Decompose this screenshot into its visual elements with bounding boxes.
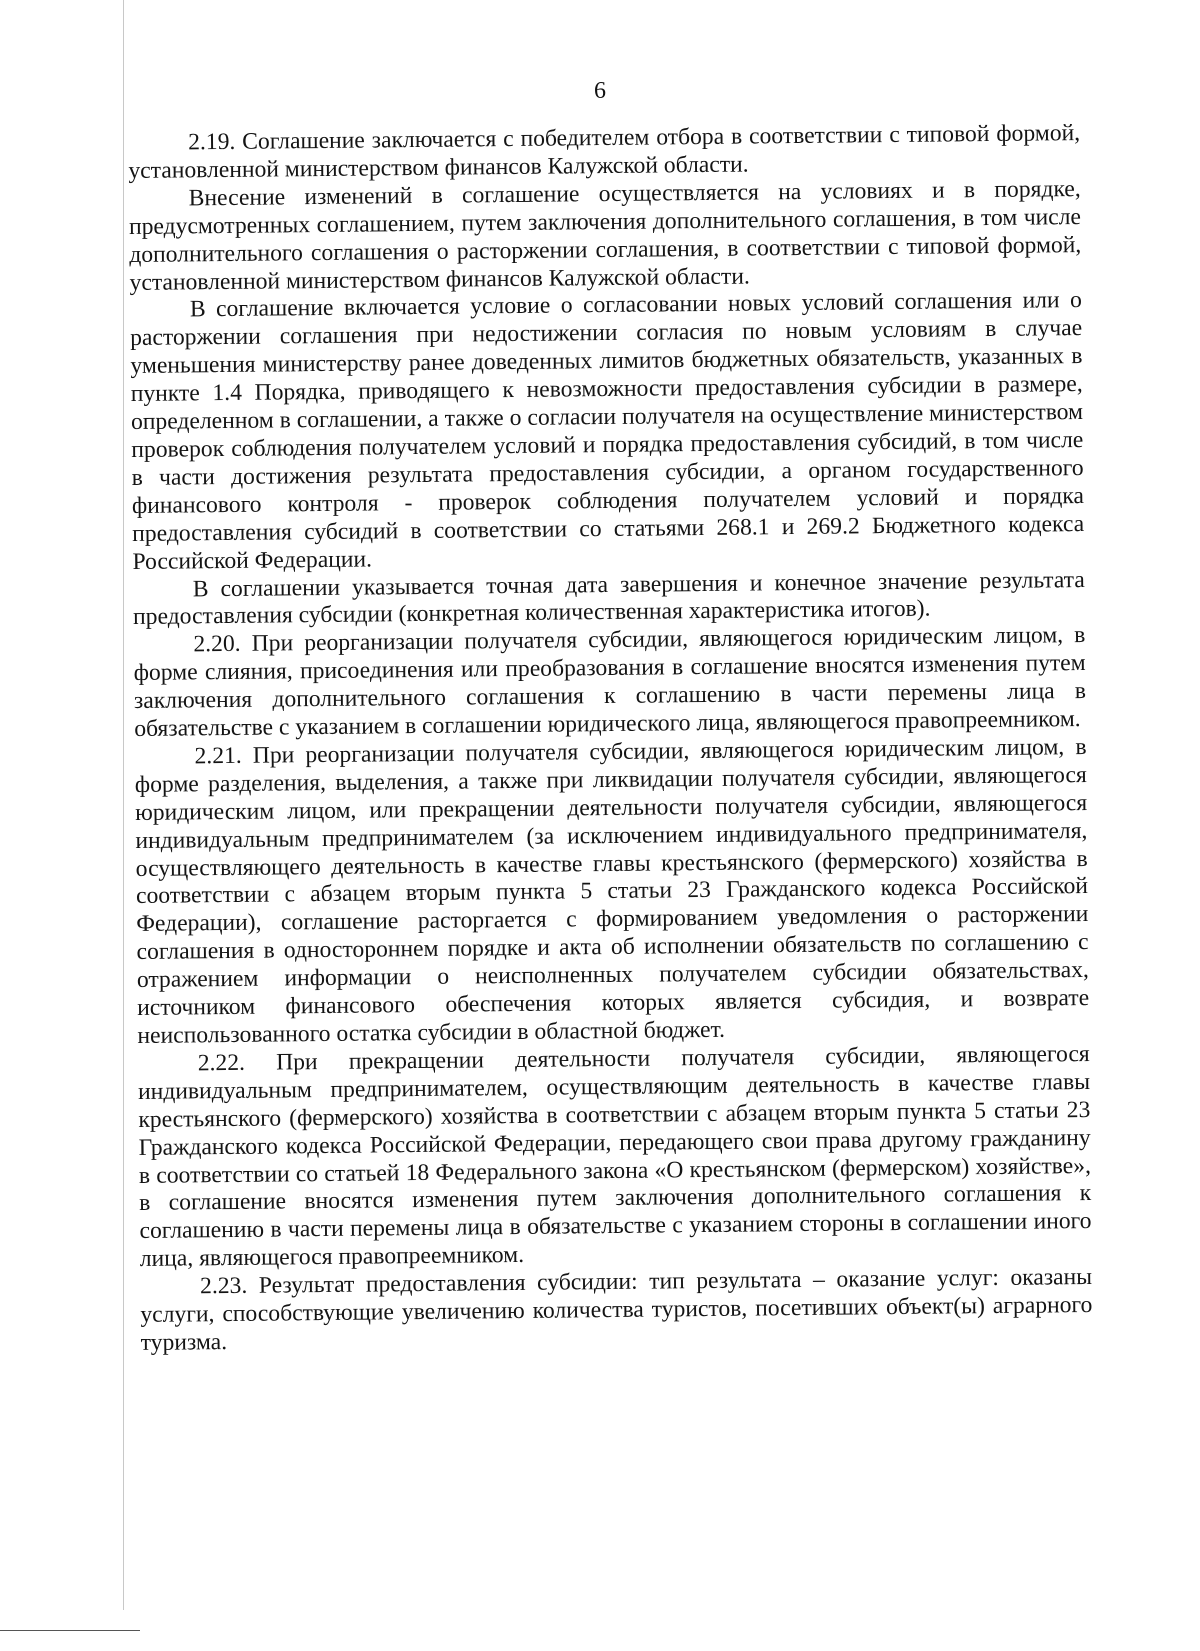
paragraph-2-19-completion-date: В соглашении указывается точная дата завершения и конечное значение результата предоставления субсидии (конкретная количественная характеристика итогов). <box>132 566 1085 631</box>
paragraph-2-23: 2.23. Результат предоставления субсидии: тип результата – оказание услуг: оказаны услуги, способствующие увеличению количества туристов, посетивших объект(ы) аграрного туризма. <box>140 1264 1093 1356</box>
page-number: 6 <box>594 78 606 104</box>
paragraph-2-20: 2.20. При реорганизации получателя субсидии, являющегося юридическим лицом, в форме слияния, присоединения или преобразования в соглашение вносятся изменения путем заключения дополнительного соглашения к соглашению в части перемены лица в обязательстве с указанием в соглашении юридического лица, являющегося правопреемником. <box>133 622 1087 742</box>
document-body <box>128 120 1093 1358</box>
paragraph-2-19-amendments: Внесение изменений в соглашение осуществляется на условиях и в порядке, предусмотренных соглашением, путем заключения дополнительного соглашения, в том числе дополнительного соглашения о расторжении соглашения, в соответствии с типовой формой, установленной министерством финансов Калужской области. <box>128 175 1082 296</box>
paragraph-2-21: 2.21. При реорганизации получателя субсидии, являющегося юридическим лицом, в форме разделения, выделения, а также при ликвидации получателя субсидии, являющегося юридическим лицом, или прекращении деятельности получателя субсидии, являющегося индивидуальным предпринимателем (за исключением индивидуального предпринимателя, осуществляющего деятельность в качестве главы крестьянского (фермерского) хозяйства в соответствии с абзацем вторым пункта 5 статьи 23 Гражданского кодекса Российской Федерации), соглашение расторгается с формированием уведомления о расторжении соглашения в одностороннем порядке и акта об исполнении обязательств по соглашению с отражением информации о неисполненных получателем субсидии обязательствах, источником финансового обеспечения которых является субсидия, и возврате неиспользованного остатка субсидии в областной бюджет. <box>134 733 1090 1049</box>
paragraph-2-22: 2.22. При прекращении деятельности получателя субсидии, являющегося индивидуальным предпринимателем, осуществляющим деятельность в качестве главы крестьянского (фермерского) хозяйства в соответствии с абзацем вторым пункта 5 статьи 23 Гражданского кодекса Российской Федерации, передающего свои права другому гражданину в соответствии со статьей 18 Федерального закона «О крестьянском (фермерском) хозяйстве», в соглашение вносятся изменения путем заключения дополнительного соглашения к соглашению в части перемены лица в обязательстве с указанием стороны в соглашении иного лица, являющегося правопреемником. <box>137 1040 1092 1273</box>
scan-edge-line <box>123 0 124 1610</box>
paragraph-2-19-conditions: В соглашение включается условие о согласовании новых условий соглашения или о расторжении соглашения при недостижении согласия по новым условиям в случае уменьшения министерству ранее доведенных лимитов бюджетных обязательств, указанных в пункте 1.4 Порядка, приводящего к невозможности предоставления субсидии в размере, определенном в соглашении, а также о согласии получателя на осуществление министерством проверок соблюдения получателем условий и порядка предоставления субсидий, в том числе в части достижения результата предоставления субсидии, а органом государственного финансового контроля - проверок соблюдения получателем условий и порядка предоставления субсидий в соответствии со статьями 268.1 и 269.2 Бюджетного кодекса Российской Федерации. <box>130 287 1085 575</box>
paragraph-2-19: 2.19. Соглашение заключается с победителем отбора в соответствии с типовой формой, установленной министерством финансов Калужской области. <box>128 120 1081 184</box>
scan-corner-line <box>0 1630 140 1631</box>
